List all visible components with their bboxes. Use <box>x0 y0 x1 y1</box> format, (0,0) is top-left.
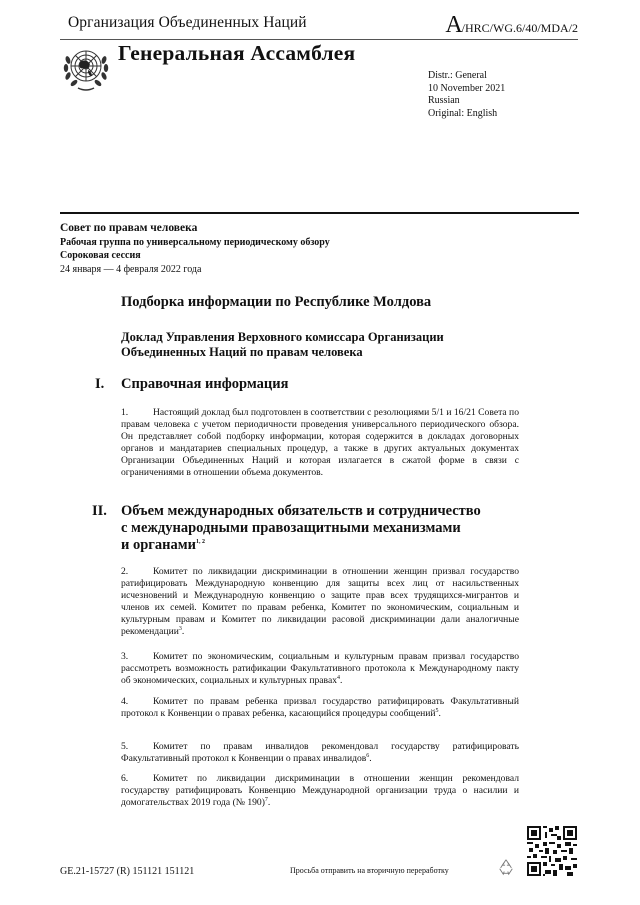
body-name: Генеральная Ассамблея <box>118 41 356 65</box>
paragraph-4 <box>121 696 519 720</box>
paragraph-5 <box>121 741 519 765</box>
paragraph-number: 6. <box>121 773 129 784</box>
footnote-ref[interactable]: 4 <box>337 674 341 681</box>
heading-line: Объем международных обязательств и сотрудничество <box>121 503 481 519</box>
paragraph-text: Настоящий доклад был подготовлен в соответствии с резолюциями 5/1 и 16/21 Совета по правам человека с учетом периодичности проведения универсального периодического обзора. Он представляет собой подборку информации, которая содержится в докладах договорных органов и мандатариев специальных процедур, а также в других актуальных документах Организации Объединенных Наций и которая излагается в сжатой форме в связи с ограничениями в отношении объема документов. <box>121 407 519 478</box>
footnote-ref[interactable]: 5 <box>435 707 439 714</box>
paragraph-number: 3. <box>121 651 129 662</box>
council-name: Совет по правам человека <box>60 222 198 234</box>
un-emblem-icon <box>60 42 112 94</box>
paragraph-text: Комитет по правам инвалидов рекомендовал государству ратифицировать Факультативный протокол к Конвенции о правах инвалидов <box>121 741 519 764</box>
punctuation: . <box>438 707 441 719</box>
paragraph-number: 4. <box>121 696 129 707</box>
symbol-code: /HRC/WG.6/40/MDA/2 <box>461 21 578 35</box>
organization-name: Организация Объединенных Наций <box>68 14 307 31</box>
recycle-notice: Просьба отправить на вторичную переработку <box>290 866 449 875</box>
document-title: Подборка информации по Республике Молдова <box>121 294 432 310</box>
distribution-date: 10 November 2021 <box>428 82 506 94</box>
section-title: Справочная информация <box>121 376 289 392</box>
council-block <box>60 222 330 276</box>
heading-text: и органами <box>121 537 196 553</box>
header-rule <box>60 39 578 40</box>
punctuation: . <box>340 674 343 686</box>
symbol-letter: A <box>445 12 462 38</box>
document-symbol <box>445 12 578 39</box>
paragraph-3 <box>121 651 519 687</box>
paragraph-number: 1. <box>121 407 129 418</box>
paragraph-number: 5. <box>121 741 129 752</box>
subtitle-line: Объединенных Наций по правам человека <box>121 345 363 359</box>
punctuation: . <box>369 752 372 764</box>
section-title <box>121 503 531 554</box>
paragraph-1 <box>121 407 519 478</box>
section-number: I. <box>95 376 105 392</box>
footnote-ref[interactable]: 1, 2 <box>195 539 205 546</box>
paragraph-text: Комитет по ликвидации дискриминации в отношении женщин призвал государство ратифицировать Международную конвенцию для защиты всех лиц от насильственных исчезновений и Международную конвенцию о защите прав всех трудящихся-мигрантов и членов их семей. Комитет по правам ребенка, Комитет по экономическим, социальным и культурным правам и Комитет по ликвидации расовой дискриминации дали аналогичные рекомендации <box>121 566 519 637</box>
footnote-ref[interactable]: 3 <box>178 625 182 632</box>
paragraph-text: Комитет по правам ребенка призвал государство ратифицировать Факультативный протокол к Конвенции о правах ребенка, касающийся процедуры сообщений <box>121 696 519 719</box>
qr-code-icon[interactable] <box>527 826 577 876</box>
recycle-icon <box>497 858 515 876</box>
paragraph-text: Комитет по экономическим, социальным и культурным правам призвал государство рассмотреть возможность ратификации Факультативного протокола к Международному пакту об экономических, социальных и культурных правах <box>121 651 519 686</box>
section-number: II. <box>92 503 107 519</box>
session-dates: 24 января — 4 февраля 2022 года <box>60 263 202 275</box>
section-rule <box>60 212 579 214</box>
footnote-ref[interactable]: 6 <box>366 752 370 759</box>
original-language: Original: English <box>428 107 498 119</box>
distribution-status: Distr.: General <box>428 70 487 81</box>
paragraph-2 <box>121 566 519 637</box>
punctuation: . <box>267 796 271 808</box>
paragraph-6 <box>121 773 519 809</box>
session-name: Сороковая сессия <box>60 250 141 261</box>
subtitle-line: Доклад Управления Верховного комиссара Организации <box>121 330 444 344</box>
punctuation: . <box>181 625 185 637</box>
distribution-block <box>428 70 505 120</box>
heading-line <box>121 537 531 554</box>
paragraph-number: 2. <box>121 566 129 577</box>
footnote-ref[interactable]: 7 <box>264 796 268 803</box>
document-subtitle <box>121 330 444 360</box>
distribution-language: Russian <box>428 95 460 106</box>
paragraph-text: Комитет по ликвидации дискриминации в отношении женщин рекомендовал государству ратифицировать Конвенцию Международной организации труда о насилии и домогательствах 2019 года (№ 190) <box>121 773 519 808</box>
job-number: GE.21-15727 (R) 151121 151121 <box>60 866 195 877</box>
heading-line: с международными правозащитными механизмами <box>121 520 461 536</box>
working-group: Рабочая группа по универсальному периодическому обзору <box>60 236 330 248</box>
